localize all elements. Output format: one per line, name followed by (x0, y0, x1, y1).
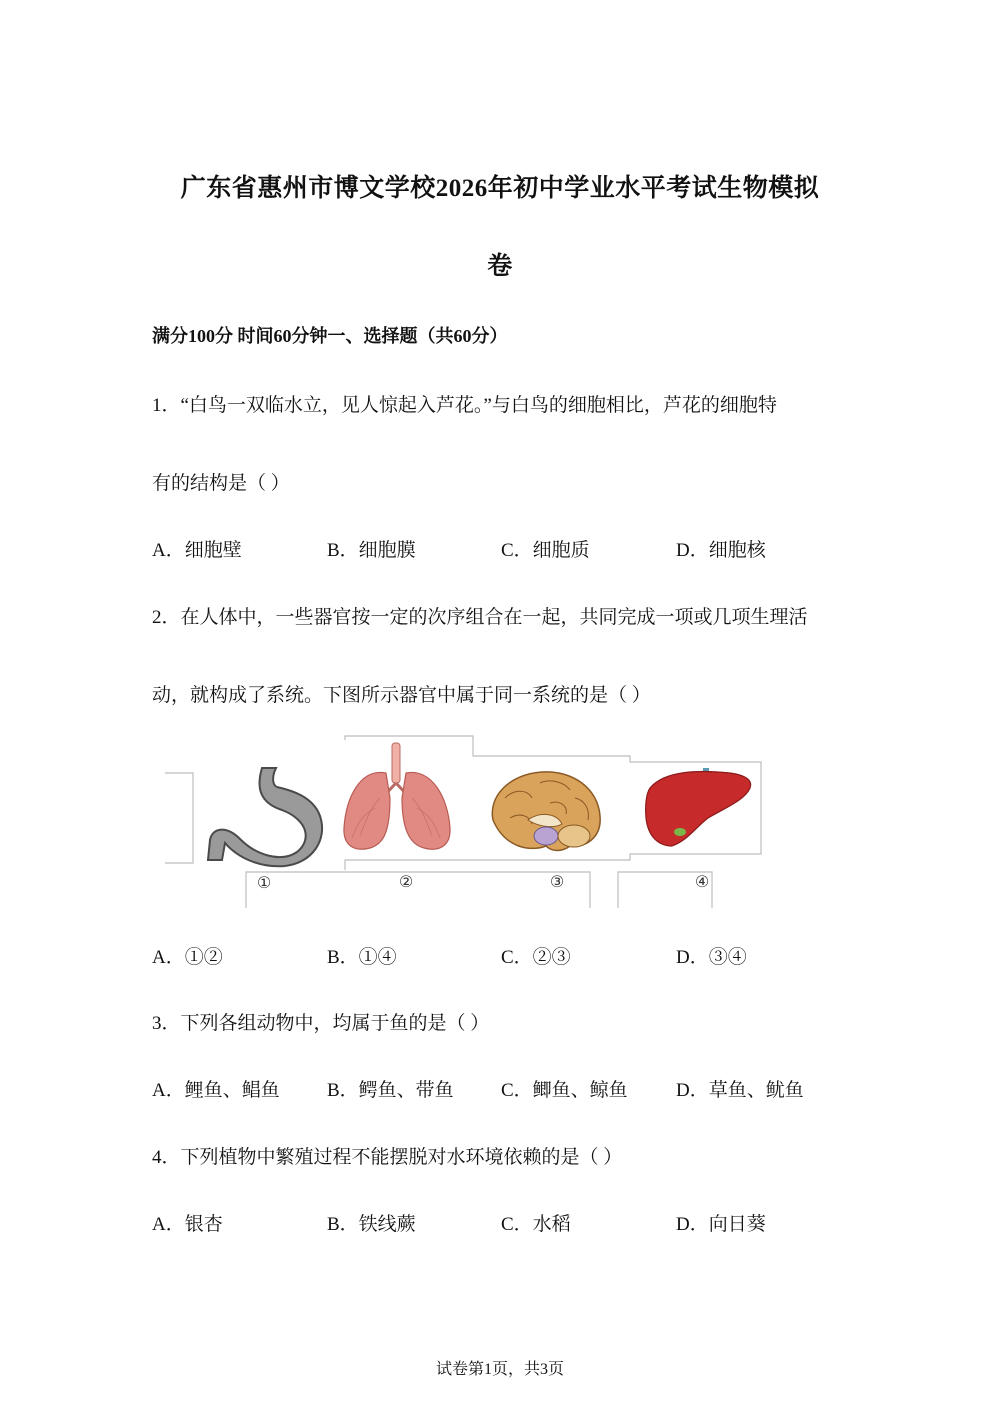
q4-option-b[interactable]: B．铁线蕨 (327, 1214, 416, 1235)
cerebellum-shape (558, 825, 590, 847)
brainstem-shape (534, 827, 558, 845)
q3-option-c[interactable]: C．鲫鱼、鲸鱼 (501, 1080, 628, 1101)
liver-shape (646, 772, 751, 846)
q3-option-a[interactable]: A．鲤鱼、鲳鱼 (152, 1080, 280, 1101)
question-1-line-2: 有的结构是（ ） (152, 473, 290, 494)
q4-option-c[interactable]: C．水稻 (501, 1214, 571, 1235)
liver-image (646, 768, 751, 846)
organs-figure (160, 728, 770, 910)
q1-option-c[interactable]: C．细胞质 (501, 540, 590, 561)
trachea-shape (392, 743, 400, 783)
q4-option-a[interactable]: A．银杏 (152, 1214, 223, 1235)
stomach-shape (208, 768, 322, 866)
question-1-line-1: 1．“白鸟一双临水立，见人惊起入芦花。”与白鸟的细胞相比，芦花的细胞特 (152, 395, 777, 416)
q1-option-a[interactable]: A．细胞壁 (152, 540, 242, 561)
question-2-line-2: 动，就构成了系统。下图所示器官中属于同一系统的是（ ） (152, 685, 651, 706)
question-2-line-1: 2．在人体中，一些器官按一定的次序组合在一起，共同完成一项或几项生理活 (152, 607, 808, 628)
right-lung-shape (402, 772, 450, 849)
q2-option-b[interactable]: B．①④ (327, 947, 397, 968)
q3-option-d[interactable]: D．草鱼、鱿鱼 (676, 1080, 804, 1101)
q3-option-b[interactable]: B．鳄鱼、带鱼 (327, 1080, 454, 1101)
page-footer: 试卷第1页，共3页 (435, 1361, 564, 1378)
question-3-line-1: 3．下列各组动物中，均属于鱼的是（ ） (152, 1013, 490, 1034)
figure-label-1: ① (256, 873, 272, 892)
exam-title-line-2: 卷 (487, 253, 513, 280)
figure-label-4: ④ (694, 872, 710, 891)
q2-option-d[interactable]: D．③④ (676, 947, 747, 968)
q2-option-c[interactable]: C．②③ (501, 947, 571, 968)
question-4-line-1: 4．下列植物中繁殖过程不能摆脱对水环境依赖的是（ ） (152, 1147, 623, 1168)
lungs-image (344, 743, 450, 849)
q2-option-a[interactable]: A．①② (152, 947, 223, 968)
stomach-image (208, 768, 322, 866)
figure-label-2: ② (398, 872, 414, 891)
organs-figure-svg (160, 728, 770, 910)
score-time-subheading: 满分100分 时间60分钟一、选择题（共60分） (152, 326, 508, 346)
figure-label-3: ③ (549, 872, 565, 891)
q1-option-b[interactable]: B．细胞膜 (327, 540, 416, 561)
left-lung-shape (344, 772, 390, 849)
gallbladder-shape (674, 828, 686, 836)
q1-option-d[interactable]: D．细胞核 (676, 540, 766, 561)
q4-option-d[interactable]: D．向日葵 (676, 1214, 766, 1235)
exam-title-line-1: 广东省惠州市博文学校2026年初中学业水平考试生物模拟 (180, 175, 820, 202)
brain-image (492, 772, 600, 851)
